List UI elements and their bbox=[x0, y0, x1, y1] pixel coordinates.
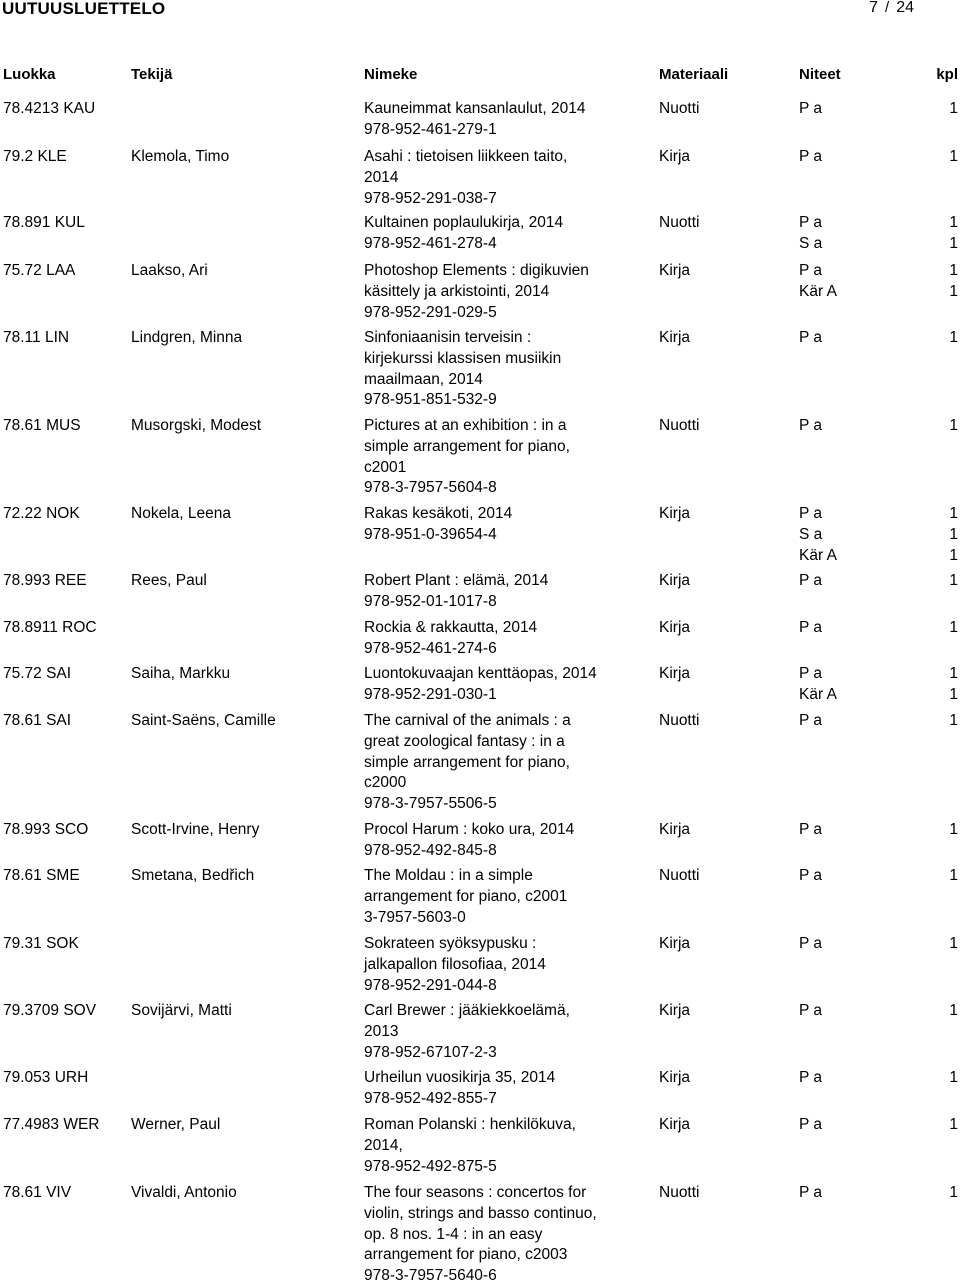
copies-location-line: P a bbox=[799, 100, 822, 117]
column-header-nimeke: Nimeke bbox=[364, 66, 418, 83]
title-info-line: 2014 bbox=[364, 168, 399, 186]
title-info bbox=[364, 618, 537, 660]
copies-count bbox=[949, 1068, 958, 1089]
title-info bbox=[364, 328, 561, 411]
copies-count-line: 1 bbox=[949, 665, 958, 682]
material-type: Kirja bbox=[659, 262, 691, 279]
title-info-line: great zoological fantasy : in a bbox=[364, 732, 565, 750]
material-type: Nuotti bbox=[659, 1184, 700, 1201]
title-info-line: The carnival of the animals : a bbox=[364, 712, 571, 729]
copies-count bbox=[949, 261, 958, 303]
copies-location bbox=[799, 571, 822, 592]
title-info-line: Kultainen poplaulukirja, 2014 bbox=[364, 214, 564, 231]
copies-count bbox=[949, 664, 958, 706]
copies-location bbox=[799, 1183, 822, 1204]
title-info-line: 978-952-461-278-4 bbox=[364, 234, 497, 252]
copies-count-line: 1 bbox=[949, 935, 958, 952]
title-info bbox=[364, 213, 563, 255]
title-info-line: The Moldau : in a simple bbox=[364, 867, 533, 884]
copies-location bbox=[799, 1115, 822, 1136]
copies-count bbox=[949, 866, 958, 887]
author: Lindgren, Minna bbox=[131, 329, 243, 346]
copies-count bbox=[949, 934, 958, 955]
title-info-line: 978-3-7957-5506-5 bbox=[364, 795, 497, 813]
title-info-line: 978-952-492-875-5 bbox=[364, 1157, 497, 1175]
material-type: Kirja bbox=[659, 665, 691, 682]
title-info bbox=[364, 866, 567, 928]
title-info-line: 978-952-291-038-7 bbox=[364, 189, 497, 207]
title-info-line: 978-952-492-855-7 bbox=[364, 1089, 497, 1107]
copies-count-line: 1 bbox=[949, 100, 958, 117]
title-info-line: Sinfoniaanisin terveisin : bbox=[364, 329, 532, 346]
column-header-kpl: kpl bbox=[936, 66, 958, 83]
column-header-niteet: Niteet bbox=[799, 66, 841, 83]
author: Saiha, Markku bbox=[131, 665, 231, 682]
copies-location-line: P a bbox=[799, 665, 822, 682]
title-info-line: 978-952-291-029-5 bbox=[364, 303, 497, 321]
title-info bbox=[364, 147, 567, 209]
title-info-line: Sokrateen syöksypusku : bbox=[364, 935, 537, 952]
class-code: 78.993 SCO bbox=[3, 821, 89, 838]
copies-location bbox=[799, 213, 822, 255]
title-info-line: maailmaan, 2014 bbox=[364, 370, 483, 388]
title-info-line: arrangement for piano, c2001 bbox=[364, 887, 568, 905]
copies-location bbox=[799, 711, 822, 732]
copies-location-line: Kär A bbox=[799, 685, 837, 703]
title-info-line: Rakas kesäkoti, 2014 bbox=[364, 505, 513, 522]
title-info bbox=[364, 416, 570, 499]
copies-count-line: 1 bbox=[949, 1069, 958, 1086]
class-code: 79.2 KLE bbox=[3, 148, 67, 165]
title-info bbox=[364, 504, 512, 546]
column-header-materiaali: Materiaali bbox=[659, 66, 729, 83]
copies-count-line: 1 bbox=[949, 546, 958, 564]
copies-count bbox=[949, 99, 958, 120]
class-code: 78.61 SAI bbox=[3, 712, 72, 729]
copies-location-line: P a bbox=[799, 1116, 822, 1133]
copies-count bbox=[949, 1183, 958, 1204]
title-info-line: 978-952-461-279-1 bbox=[364, 120, 497, 138]
class-code: 79.31 SOK bbox=[3, 935, 79, 952]
copies-location bbox=[799, 1068, 822, 1089]
class-code: 78.11 LIN bbox=[3, 329, 70, 346]
title-info bbox=[364, 1001, 570, 1063]
title-info-line: c2000 bbox=[364, 774, 407, 792]
material-type: Kirja bbox=[659, 619, 691, 636]
copies-location-line: S a bbox=[799, 234, 823, 252]
copies-count bbox=[949, 711, 958, 732]
title-info bbox=[364, 99, 585, 141]
title-info-line: simple arrangement for piano, bbox=[364, 753, 570, 771]
title-info-line: Luontokuvaajan kenttäopas, 2014 bbox=[364, 665, 597, 682]
copies-location bbox=[799, 866, 822, 887]
title-info-line: Roman Polanski : henkilökuva, bbox=[364, 1116, 576, 1133]
copies-count-line: 1 bbox=[949, 572, 958, 589]
class-code: 79.053 URH bbox=[3, 1069, 89, 1086]
title-info bbox=[364, 711, 571, 815]
title-info-line: 978-951-0-39654-4 bbox=[364, 525, 497, 543]
material-type: Kirja bbox=[659, 505, 691, 522]
copies-location bbox=[799, 504, 837, 566]
material-type: Kirja bbox=[659, 935, 691, 952]
author: Musorgski, Modest bbox=[131, 417, 262, 434]
title-info-line: Asahi : tietoisen liikkeen taito, bbox=[364, 148, 568, 165]
copies-location bbox=[799, 820, 822, 841]
copies-location bbox=[799, 261, 837, 303]
title-info bbox=[364, 1115, 576, 1177]
title-info-line: jalkapallon filosofiaa, 2014 bbox=[364, 955, 546, 973]
copies-count-line: 1 bbox=[949, 821, 958, 838]
copies-location-line: Kär A bbox=[799, 282, 837, 300]
author: Klemola, Timo bbox=[131, 148, 230, 165]
copies-location bbox=[799, 618, 822, 639]
title-info-line: 978-952-291-044-8 bbox=[364, 976, 497, 994]
title-info-line: Procol Harum : koko ura, 2014 bbox=[364, 821, 575, 838]
copies-location-line: P a bbox=[799, 572, 822, 589]
title-info-line: 978-952-291-030-1 bbox=[364, 685, 497, 703]
copies-count-line: 1 bbox=[949, 214, 958, 231]
title-info bbox=[364, 1068, 555, 1110]
author: Scott-Irvine, Henry bbox=[131, 821, 260, 838]
copies-location-line: P a bbox=[799, 712, 822, 729]
copies-count bbox=[949, 328, 958, 349]
class-code: 75.72 SAI bbox=[3, 665, 72, 682]
material-type: Kirja bbox=[659, 329, 691, 346]
title-info-line: c2001 bbox=[364, 458, 407, 476]
page-separator: / bbox=[885, 0, 890, 16]
copies-location bbox=[799, 664, 837, 706]
copies-count-line: 1 bbox=[949, 262, 958, 279]
title-info-line: violin, strings and basso continuo, bbox=[364, 1204, 597, 1222]
copies-location-line: P a bbox=[799, 935, 822, 952]
title-info-line: 978-951-851-532-9 bbox=[364, 391, 497, 409]
author: Laakso, Ari bbox=[131, 262, 208, 279]
copies-location-line: S a bbox=[799, 525, 823, 543]
copies-location-line: P a bbox=[799, 867, 822, 884]
copies-location bbox=[799, 934, 822, 955]
author: Sovijärvi, Matti bbox=[131, 1002, 232, 1019]
author: Nokela, Leena bbox=[131, 505, 231, 522]
class-code: 78.891 KUL bbox=[3, 214, 85, 231]
material-type: Kirja bbox=[659, 1069, 691, 1086]
copies-location bbox=[799, 416, 822, 437]
copies-location bbox=[799, 328, 822, 349]
copies-location-line: P a bbox=[799, 417, 822, 434]
material-type: Kirja bbox=[659, 148, 691, 165]
title-info-line: 2013 bbox=[364, 1022, 399, 1040]
page-current: 7 bbox=[869, 0, 879, 16]
copies-count bbox=[949, 618, 958, 639]
copies-count bbox=[949, 1001, 958, 1022]
title-info bbox=[364, 261, 589, 323]
title-info-line: Rockia & rakkautta, 2014 bbox=[364, 619, 538, 636]
copies-count-line: 1 bbox=[949, 234, 958, 252]
title-info-line: Pictures at an exhibition : in a bbox=[364, 417, 567, 434]
copies-count bbox=[949, 147, 958, 168]
title-info-line: 2014, bbox=[364, 1136, 403, 1154]
copies-count-line: 1 bbox=[949, 867, 958, 884]
copies-count bbox=[949, 504, 958, 566]
copies-count-line: 1 bbox=[949, 417, 958, 434]
class-code: 75.72 LAA bbox=[3, 262, 76, 279]
title-info bbox=[364, 934, 546, 996]
title-info-line: arrangement for piano, c2003 bbox=[364, 1246, 568, 1264]
copies-location-line: P a bbox=[799, 329, 822, 346]
column-header-luokka: Luokka bbox=[3, 66, 56, 83]
copies-count-line: 1 bbox=[949, 1002, 958, 1019]
class-code: 72.22 NOK bbox=[3, 505, 80, 522]
material-type: Nuotti bbox=[659, 100, 700, 117]
title-info-line: Kauneimmat kansanlaulut, 2014 bbox=[364, 100, 586, 117]
author: Vivaldi, Antonio bbox=[131, 1184, 237, 1201]
copies-location-line: P a bbox=[799, 1069, 822, 1086]
title-info bbox=[364, 664, 597, 706]
author: Rees, Paul bbox=[131, 572, 207, 589]
author: Werner, Paul bbox=[131, 1116, 221, 1133]
title-info-line: 978-3-7957-5604-8 bbox=[364, 479, 497, 497]
copies-count-line: 1 bbox=[949, 685, 958, 703]
class-code: 78.4213 KAU bbox=[3, 100, 96, 117]
class-code: 78.8911 ROC bbox=[3, 619, 97, 636]
copies-location-line: P a bbox=[799, 821, 822, 838]
title-info-line: 978-3-7957-5640-6 bbox=[364, 1267, 497, 1285]
title-info-line: op. 8 nos. 1-4 : in an easy bbox=[364, 1225, 543, 1243]
title-info-line: Photoshop Elements : digikuvien bbox=[364, 262, 589, 279]
copies-location-line: P a bbox=[799, 214, 822, 231]
title-info bbox=[364, 1183, 597, 1287]
author: Saint-Saëns, Camille bbox=[131, 712, 276, 729]
material-type: Kirja bbox=[659, 572, 691, 589]
copies-count-line: 1 bbox=[949, 282, 958, 300]
copies-location bbox=[799, 99, 822, 120]
copies-count bbox=[949, 213, 958, 255]
copies-count-line: 1 bbox=[949, 1116, 958, 1133]
copies-count-line: 1 bbox=[949, 1184, 958, 1201]
page-title: UUTUUSLUETTELO bbox=[2, 0, 166, 18]
title-info-line: Robert Plant : elämä, 2014 bbox=[364, 572, 549, 589]
copies-location-line: P a bbox=[799, 505, 822, 522]
author: Smetana, Bedřich bbox=[131, 867, 255, 884]
title-info bbox=[364, 571, 548, 613]
copies-location bbox=[799, 147, 822, 168]
class-code: 79.3709 SOV bbox=[3, 1002, 97, 1019]
copies-count bbox=[949, 416, 958, 437]
material-type: Kirja bbox=[659, 1116, 691, 1133]
material-type: Nuotti bbox=[659, 417, 700, 434]
copies-count-line: 1 bbox=[949, 505, 958, 522]
material-type: Kirja bbox=[659, 1002, 691, 1019]
class-code: 78.61 SME bbox=[3, 867, 80, 884]
copies-count-line: 1 bbox=[949, 148, 958, 165]
class-code: 77.4983 WER bbox=[3, 1116, 100, 1133]
title-info-line: The four seasons : concertos for bbox=[364, 1184, 587, 1201]
material-type: Nuotti bbox=[659, 712, 700, 729]
title-info-line: 978-952-492-845-8 bbox=[364, 841, 497, 859]
title-info-line: Carl Brewer : jääkiekkoelämä, bbox=[364, 1002, 570, 1019]
title-info-line: kirjekurssi klassisen musiikin bbox=[364, 349, 562, 367]
title-info-line: Urheilun vuosikirja 35, 2014 bbox=[364, 1069, 556, 1086]
class-code: 78.993 REE bbox=[3, 572, 87, 589]
title-info-line: 3-7957-5603-0 bbox=[364, 908, 466, 926]
copies-location-line: P a bbox=[799, 1184, 822, 1201]
copies-count-line: 1 bbox=[949, 525, 958, 543]
class-code: 78.61 MUS bbox=[3, 417, 81, 434]
page-total: 24 bbox=[896, 0, 914, 16]
class-code: 78.61 VIV bbox=[3, 1184, 72, 1201]
title-info-line: simple arrangement for piano, bbox=[364, 437, 570, 455]
title-info-line: 978-952-461-274-6 bbox=[364, 639, 497, 657]
copies-location-line: P a bbox=[799, 148, 822, 165]
material-type: Kirja bbox=[659, 821, 691, 838]
copies-count-line: 1 bbox=[949, 712, 958, 729]
copies-location-line: P a bbox=[799, 262, 822, 279]
title-info-line: 978-952-67107-2-3 bbox=[364, 1043, 497, 1061]
copies-location-line: P a bbox=[799, 619, 822, 636]
title-info-line: käsittely ja arkistointi, 2014 bbox=[364, 282, 550, 300]
title-info-line: 978-952-01-1017-8 bbox=[364, 592, 497, 610]
copies-count-line: 1 bbox=[949, 619, 958, 636]
page-number bbox=[869, 0, 914, 17]
copies-location bbox=[799, 1001, 822, 1022]
copies-count bbox=[949, 571, 958, 592]
column-header-tekija: Tekijä bbox=[131, 66, 173, 83]
copies-count bbox=[949, 1115, 958, 1136]
material-type: Nuotti bbox=[659, 214, 700, 231]
copies-location-line: P a bbox=[799, 1002, 822, 1019]
table-header bbox=[0, 66, 960, 88]
copies-count-line: 1 bbox=[949, 329, 958, 346]
copies-location-line: Kär A bbox=[799, 546, 837, 564]
copies-count bbox=[949, 820, 958, 841]
material-type: Nuotti bbox=[659, 867, 700, 884]
title-info bbox=[364, 820, 574, 862]
